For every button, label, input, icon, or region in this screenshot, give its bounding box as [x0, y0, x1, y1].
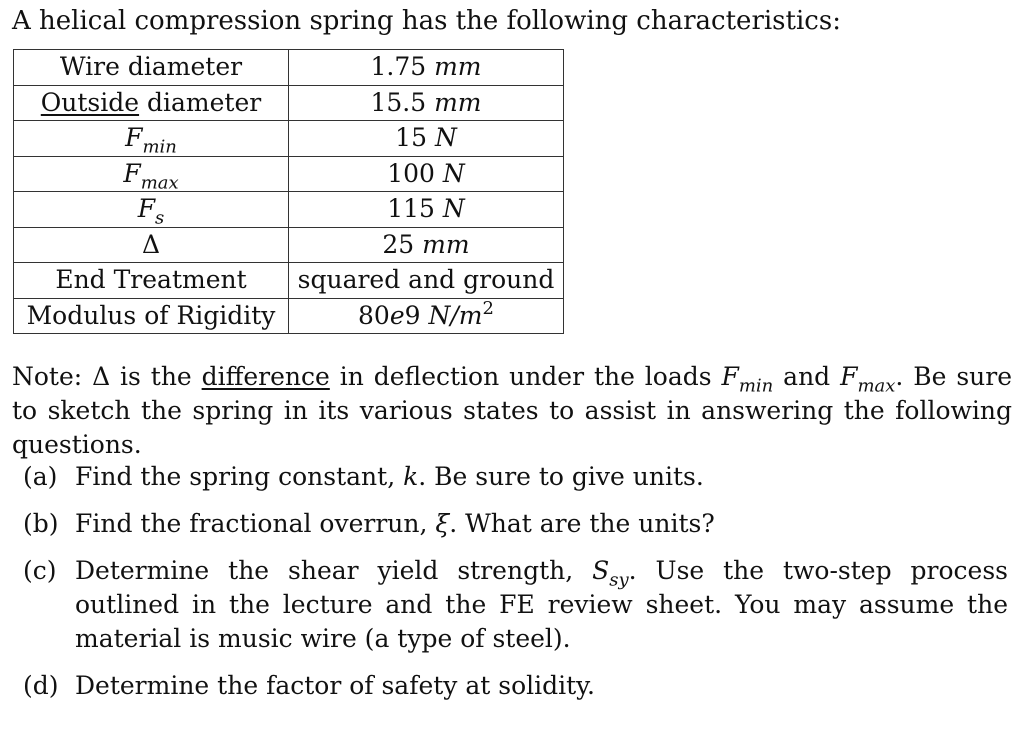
question-text-part: Find the spring constant, — [75, 462, 404, 491]
question-variable: k — [403, 462, 419, 491]
row-label-symbol: F — [123, 158, 141, 188]
question-text-part: . Be sure to give units. — [418, 462, 704, 491]
spring-characteristics-table — [13, 49, 564, 334]
question-item — [23, 669, 1008, 703]
question-variable: S — [592, 556, 610, 585]
question-item — [23, 460, 1008, 494]
note-subscript: max — [857, 375, 896, 397]
question-text — [75, 460, 1008, 494]
value-unit: mm — [434, 87, 482, 117]
table-row — [14, 227, 564, 263]
row-label-underlined: Outside — [40, 87, 140, 117]
table-value-cell — [289, 298, 564, 334]
question-text — [75, 554, 1008, 656]
table-value-cell — [289, 85, 564, 121]
table-value-cell — [289, 192, 564, 228]
table-value-cell — [289, 156, 564, 192]
table-label-cell — [14, 50, 289, 86]
value-unit: N — [434, 123, 457, 153]
table-value-cell — [289, 263, 564, 299]
question-variable: ξ — [435, 509, 450, 538]
question-text-part: . Use the two-step process outlined in the lecture and the FE review sheet. You may assume the material is music wire (a type of steel). — [75, 556, 1008, 653]
table-label-cell — [14, 85, 289, 121]
note-paragraph — [12, 360, 1012, 462]
note-symbol: F — [721, 362, 739, 391]
table-label-cell — [14, 121, 289, 157]
value-unit: mm — [434, 52, 482, 82]
question-list — [23, 460, 1008, 703]
value-unit: mm — [422, 229, 470, 259]
value-number: 80 — [358, 300, 390, 330]
table-label-cell — [14, 192, 289, 228]
question-item — [23, 507, 1008, 541]
question-text — [75, 507, 1008, 541]
question-label: (d) — [23, 671, 59, 700]
table-row — [14, 85, 564, 121]
note-subscript: min — [738, 375, 774, 397]
note-text: and — [773, 362, 841, 391]
row-label: End Treatment — [55, 265, 247, 295]
question-label: (c) — [23, 556, 57, 585]
value-number: 25 — [382, 229, 415, 259]
table-row — [14, 263, 564, 299]
value-number: 100 — [387, 158, 435, 188]
value-number: 15.5 — [370, 87, 427, 117]
table-value-cell — [289, 50, 564, 86]
note-symbol: F — [840, 362, 858, 391]
table-value-cell — [289, 227, 564, 263]
value-number: 115 — [387, 194, 435, 224]
question-item — [23, 554, 1008, 656]
table-row — [14, 50, 564, 86]
question-text-part: . What are the units? — [449, 509, 715, 538]
note-text: . Be sure to sketch the spring in its various states to assist in answering the following questions. — [12, 362, 1013, 459]
value-number: 1.75 — [370, 52, 427, 82]
table-row — [14, 192, 564, 228]
row-label-symbol: F — [137, 194, 156, 224]
question-variable-subscript: sy — [609, 569, 629, 591]
table-label-cell — [14, 263, 289, 299]
value-unit: N — [442, 158, 465, 188]
value-exponent-e: e — [389, 300, 405, 330]
row-label-subscript: min — [142, 136, 177, 158]
value-text: squared and ground — [297, 265, 555, 295]
value-number: 15 — [395, 123, 427, 153]
table-label-cell — [14, 298, 289, 334]
row-label-subscript: max — [140, 172, 179, 194]
value-unit: N — [442, 194, 465, 224]
table-label-cell — [14, 156, 289, 192]
row-label-subscript: s — [155, 207, 165, 229]
intro-text: A helical compression spring has the following characteristics: — [12, 6, 841, 36]
question-label: (a) — [23, 462, 58, 491]
question-text-part: Determine the factor of safety at solidity. — [75, 671, 595, 700]
note-text: Note: Δ is the — [12, 362, 202, 391]
table-value-cell — [289, 121, 564, 157]
table-label-cell — [14, 227, 289, 263]
table-row — [14, 121, 564, 157]
value-exponent: 9 — [404, 300, 421, 330]
row-label-symbol: F — [125, 123, 143, 153]
question-label: (b) — [23, 509, 59, 538]
value-unit: N/m — [428, 300, 483, 330]
note-underlined-word: difference — [201, 362, 330, 391]
row-label: Modulus of Rigidity — [26, 300, 276, 330]
question-text-part: Determine the shear yield strength, — [75, 556, 593, 585]
row-label: Wire diameter — [59, 52, 243, 82]
table-row — [14, 298, 564, 334]
delta-symbol: Δ — [141, 229, 161, 259]
question-text-part: Find the fractional overrun, — [75, 509, 436, 538]
table-row — [14, 156, 564, 192]
note-text: in deflection under the loads — [329, 362, 722, 391]
question-text — [75, 669, 1008, 703]
row-label: diameter — [139, 87, 262, 117]
value-unit-power: 2 — [482, 297, 494, 319]
